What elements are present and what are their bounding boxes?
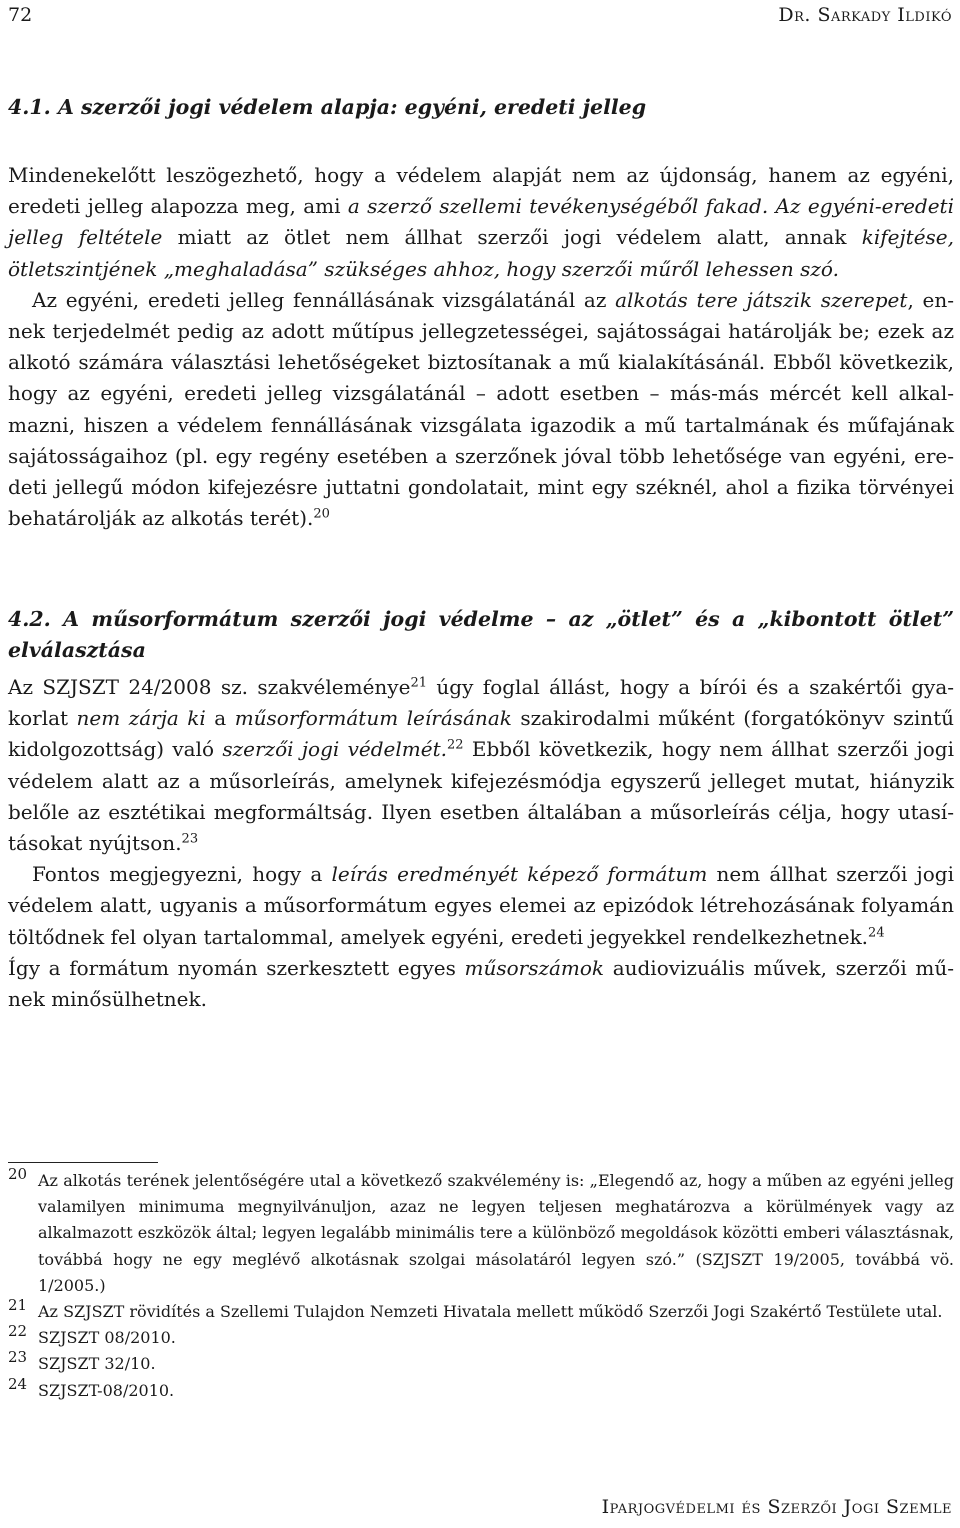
italic-run: kifejtése, ötletszintjének „meghaladása” szükséges ahhoz, hogy szerzői műről lehessen szó. [8,225,954,281]
italic-run: műsorszámok [464,955,605,980]
text-run: Ebből következik, hogy nem állhat szerzői jogi védelem alatt az a műsorleírás, amelynek kifejezésmódja egyszerű jelleget mutat, hiányzik belőle az esztétikai megformáltság. Ilyen esetben általában a műsorleírás célja, hogy utasításokat nyújtson. [8,737,955,856]
section-4-1-body [8,160,954,534]
section-heading-4-2: 4.2. A műsorformátum szerzői jogi védelme – az „ötlet” és a „kibontott ötlet” elválasztása [8,607,954,662]
footnote [8,1374,954,1404]
paragraph [8,160,954,285]
text-run: Így a formátum nyomán szerkesztett egyes [8,955,465,980]
text-run: miatt az ötlet nem állhat szerzői jogi védelem alatt, annak [162,225,862,250]
text-run: Mindenekelőtt leszögezhető, hogy a védelem alapját nem az újdonság, hanem az egyéni, eredeti jelleg alapozza meg, ami [8,163,954,219]
page-number: 72 [8,4,33,26]
italic-run: nem zárja ki [76,706,206,731]
paragraph [8,953,954,1015]
text-run: , ennek terjedelmét pedig az adott műtípus jellegzetességei, sajátosságai határolják be; ezek az alkotó számára választási lehetőségeket biztosítanak a mű kialakításánál. Ebből következik, hogy az egyéni, eredeti jelleg vizsgálatánál – adott esetben – más-más mércét kell alkalmazni, hiszen a védelem fennállásának vizsgálata igazodik a mű tartalmának és műfajának sajátosságaihoz (pl. egy regény esetében a szerzőnek jóval több lehetősége van egyéni, eredeti jellegű módon kifejezésre juttatni gondolatait, mint egy széknél, ahol a fizika törvényei behatárolják az alkotás terét). [8,287,954,531]
footnotes [8,1165,954,1404]
footnote-ref[interactable]: 24 [868,924,885,940]
text-run: Fontos megjegyezni, hogy a [32,862,332,887]
footnote-ref[interactable]: 21 [410,675,427,691]
footnote [8,1348,954,1377]
text-run: a [205,706,235,731]
text-run: audiovizuális művek, szerzői műnek minősülhetnek. [8,955,954,1012]
footnote [8,1165,954,1299]
text-run: szakirodalmi műként (forgatókönyv szintű kidolgozottság) való [8,706,955,762]
footnote-text: Az alkotás terének jelentőségére utal a következő szakvélemény is: „Elegendő az, hogy a műben az egyéni jelleg valamilyen minimuma megnyilvánuljon, azaz ne legyen teljesen meghatározva a körülmények vagy az alkalmazott eszközök által; legyen legalább minimális tere a különböző megoldások közötti emberi választásnak, továbbá hogy ne egy meglévő alkotásnak szolgai másolatáról legyen szó.” (SZJSZT 19/2005, továbbá vö. 1/2005.) [38,1171,954,1295]
section-4-2-body [8,672,954,1015]
footnote-number: 20 [8,1165,28,1183]
journal-title: Iparjogvédelmi és Szerzői Jogi Szemle [601,1496,952,1518]
italic-run: műsorformátum leírásának [234,706,512,731]
footnote-ref[interactable]: 23 [181,831,199,847]
footnote-ref[interactable]: 20 [313,506,330,522]
footnote-ref[interactable]: 22 [446,737,464,753]
paragraph [8,285,954,535]
paragraph [8,672,954,859]
section-heading-4-1: 4.1. A szerzői jogi védelem alapja: egyéni, eredeti jelleg [8,95,647,119]
footnote [8,1296,954,1325]
footnote-text: Az SZJSZT rövidítés a Szellemi Tulajdon Nemzeti Hivatala mellett működő Szerzői Jogi Szakértő Testülete utal. [38,1302,943,1322]
footnote-divider [8,1162,158,1163]
footnote-text: SZJSZT 08/2010. [38,1328,176,1348]
text-run: úgy foglal állást, hogy a bírói és a szakértői gyakorlat [8,675,955,731]
running-head-author: Dr. Sarkady Ildikó [778,4,952,26]
italic-run: a szerző szellemi tevékenységéből fakad. Az egyéni-eredeti jelleg feltétele [8,194,954,250]
footnote-number: 22 [8,1322,28,1341]
footnote-number: 23 [8,1348,28,1367]
footnote [8,1322,954,1351]
footnote-number: 24 [8,1374,28,1393]
footnote-text: SZJSZT 32/10. [38,1354,156,1374]
footnote-text: SZJSZT-08/2010. [38,1380,175,1400]
italic-run: szerzői jogi védelmét. [222,737,447,762]
text-run: nem állhat szerzői jogi védelem alatt, ugyanis a műsorformátum egyes elemei az epizódok létrehozásának folyamán töltődnek fel olyan tartalommal, amelyek egyéni, eredeti jegyekkel rendelkezhetnek. [8,862,954,949]
paragraph [8,859,954,953]
italic-run: leírás eredményét képező formátum [331,862,708,887]
footnote-number: 21 [8,1296,28,1315]
text-run: Az egyéni, eredeti jelleg fennállásának vizsgálatánál az [32,287,616,312]
italic-run: alkotás tere játszik szerepet [615,287,908,312]
text-run: Az SZJSZT 24/2008 sz. szakvéleménye [8,675,411,699]
